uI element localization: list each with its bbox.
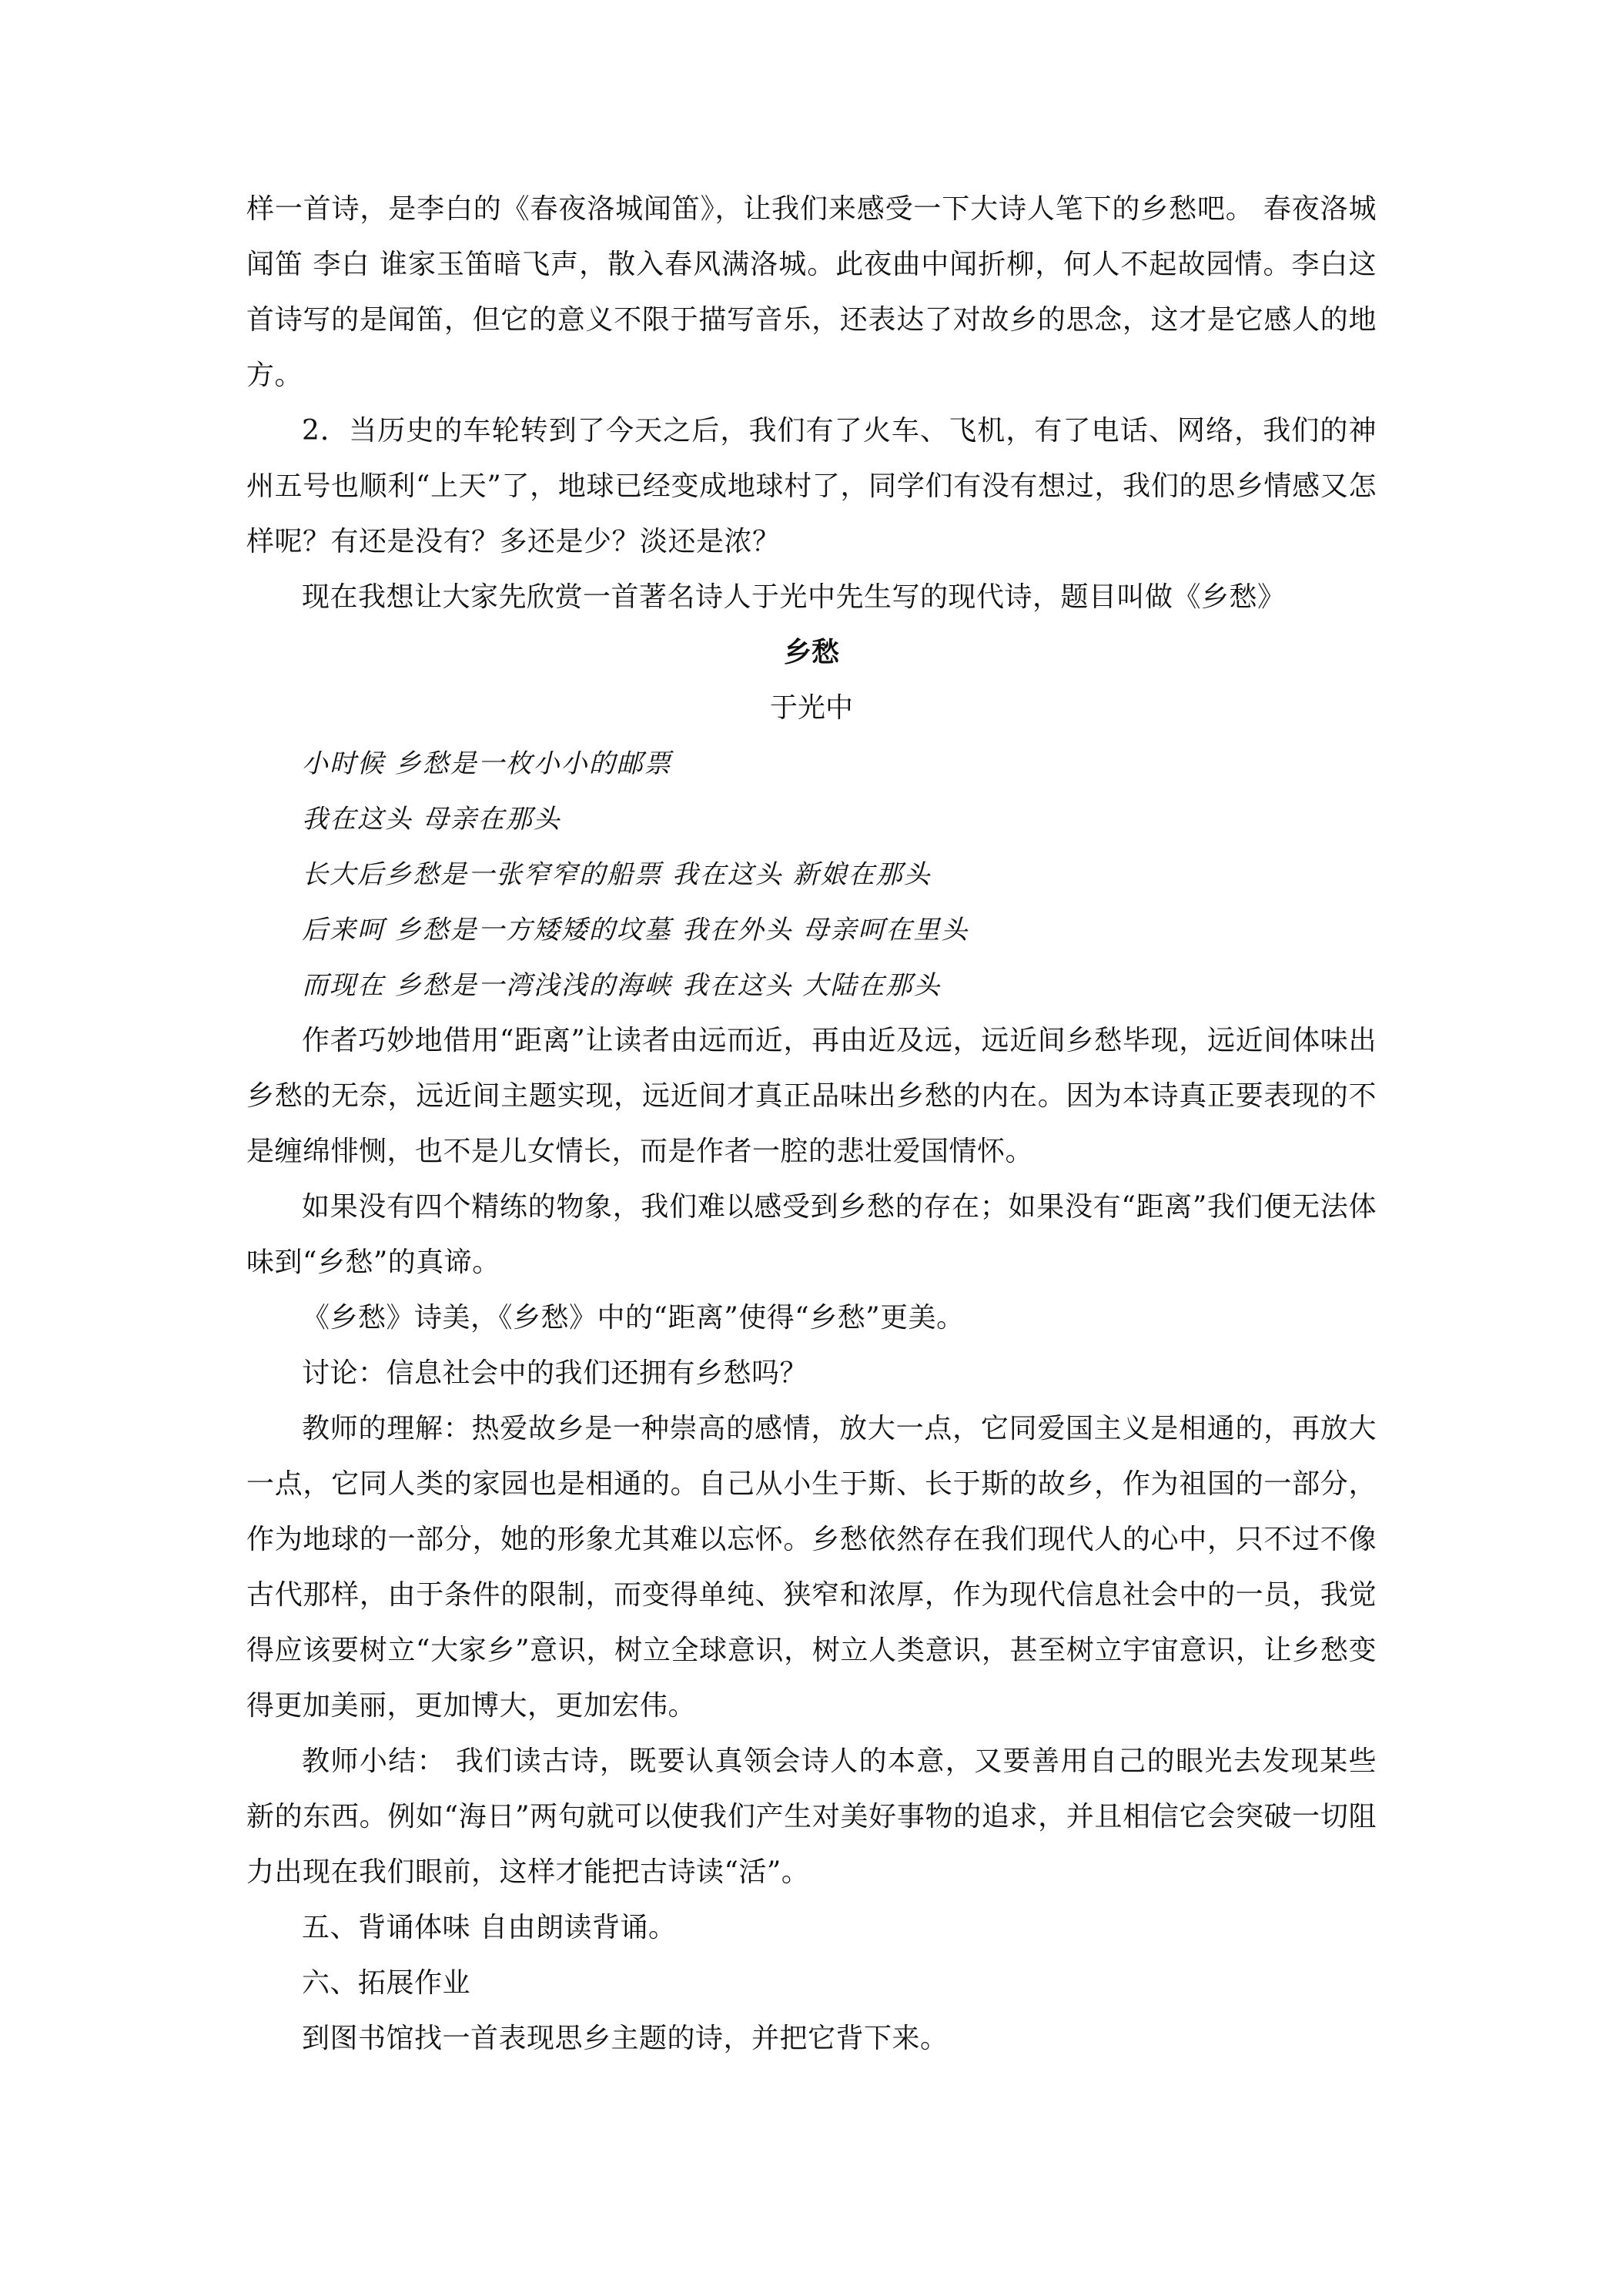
paragraph-li-bai-poem: 样一首诗，是李白的《春夜洛城闻笛》，让我们来感受一下大诗人笔下的乡愁吧。 春夜洛城闻笛 李白 谁家玉笛暗飞声，散入春风满洛城。此夜曲中闻折柳，何人不起故园情。李白这首诗写的是闻笛，但它的意义不限于描写音乐，还表达了对故乡的思念，这才是它感人的地方。	[246, 193, 1377, 391]
paragraph-imagery: 如果没有四个精练的物象，我们难以感受到乡愁的存在；如果没有“距离”我们便无法体味到“乡愁”的真谛。	[246, 1191, 1377, 1278]
poem-line-1: 小时候 乡愁是一枚小小的邮票	[302, 748, 672, 779]
paragraph-poem-intro: 现在我想让大家先欣赏一首著名诗人于光中先生写的现代诗，题目叫做《乡愁》	[302, 581, 1286, 613]
section-recitation: 五、背诵体味 自由朗读背诵。	[302, 1912, 677, 1943]
poem-title: 乡愁	[783, 637, 839, 668]
document-page	[246, 182, 1377, 2067]
poem-author: 于光中	[769, 692, 853, 724]
paragraph-poem-beauty: 《乡愁》诗美，《乡愁》中的“距离”使得“乡愁”更美。	[302, 1302, 965, 1334]
paragraph-discussion: 讨论：信息社会中的我们还拥有乡愁吗？	[302, 1357, 808, 1389]
paragraph-homework: 到图书馆找一首表现思乡主题的诗，并把它背下来。	[302, 2023, 949, 2054]
paragraph-teacher-summary: 教师小结： 我们读古诗，既要认真领会诗人的本意，又要善用自己的眼光去发现某些新的东西。例如“海日”两句就可以使我们产生对美好事物的追求，并且相信它会突破一切阻力出现在我们眼前，这样才能把古诗读“活”。	[246, 1745, 1377, 1888]
paragraph-teacher-understanding: 教师的理解：热爱故乡是一种崇高的感情，放大一点，它同爱国主义是相通的，再放大一点，它同人类的家园也是相通的。自己从小生于斯、长于斯的故乡，作为祖国的一部分，作为地球的一部分，她的形象尤其难以忘怀。乡愁依然存在我们现代人的心中，只不过不像古代那样，由于条件的限制，而变得单纯、狭窄和浓厚，作为现代信息社会中的一员，我觉得应该要树立“大家乡”意识，树立全球意识，树立人类意识，甚至树立宇宙意识，让乡愁变得更加美丽，更加博大，更加宏伟。	[246, 1413, 1377, 1722]
poem-line-3: 长大后乡愁是一张窄窄的船票 我在这头 新娘在那头	[302, 859, 932, 890]
paragraph-question-2: 2．当历史的车轮转到了今天之后，我们有了火车、飞机，有了电话、网络，我们的神州五号也顺利“上天”了，地球已经变成地球村了，同学们有没有想过，我们的思乡情感又怎样呢？有还是没有？多还是少？淡还是浓？	[246, 415, 1377, 557]
poem-line-5: 而现在 乡愁是一湾浅浅的海峡 我在这头 大陆在那头	[302, 970, 942, 1001]
section-homework-heading: 六、拓展作业	[302, 1967, 471, 1999]
paragraph-distance-analysis: 作者巧妙地借用“距离”让读者由远而近，再由近及远，远近间乡愁毕现，远近间体味出乡愁的无奈，远近间主题实现，远近间才真正品味出乡愁的内在。因为本诗真正要表现的不是缠绵悱恻，也不是儿女情长，而是作者一腔的悲壮爱国情怀。	[246, 1025, 1377, 1167]
poem-line-4: 后来呵 乡愁是一方矮矮的坟墓 我在外头 母亲呵在里头	[302, 915, 969, 946]
poem-line-2: 我在这头 母亲在那头	[302, 804, 561, 835]
